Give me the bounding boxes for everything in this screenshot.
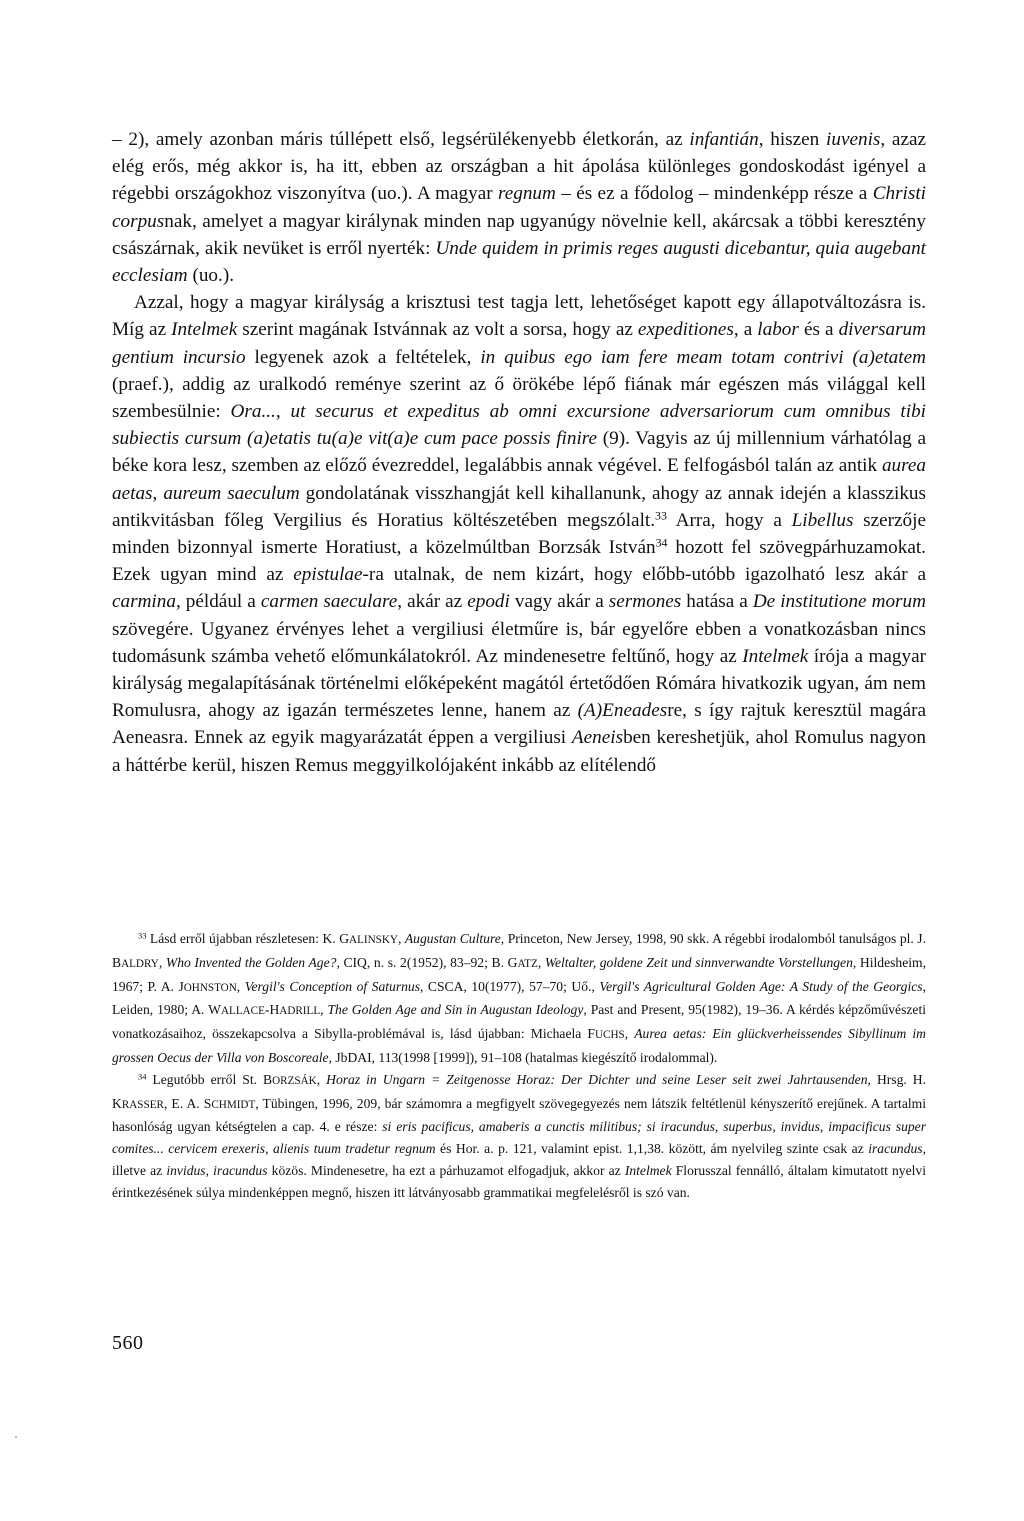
text-run: szerint magának Istvánnak az volt a sorsa, hogy az	[237, 319, 638, 341]
italic-text: iuvenis	[826, 129, 881, 150]
text-run: Lásd erről újabban részletesen: K. G	[146, 931, 350, 946]
italic-text: Aurea aetas: Ein glückverheissendes Sibyllinum im grossen Oecus der Villa von Boscoreale	[112, 1026, 927, 1065]
text-run: hatása a	[681, 591, 753, 613]
text-run: Florusszal fennálló, általam kimutatott nyelvi érintkezésének súlya mindenképpen megnő, hiszen itt látványosabb grammatikai megfelelésről is szó van.	[112, 1162, 926, 1200]
text-run: és a	[798, 319, 839, 341]
small-caps-text: ADRILL	[279, 1005, 321, 1018]
italic-text: Augustan Culture	[404, 931, 501, 946]
text-run: írója a magyar királyság megalapításának történelmi előképeként magától értetődően Rómára hivatkozik ugyan, ám nem Romulusra, ahogy az igazán természetes lenne, hanem az	[112, 645, 926, 722]
text-run: , Hildesheim, 1967; P. A. J	[112, 954, 926, 994]
page-number: 560	[112, 1332, 144, 1354]
text-run: ,	[236, 978, 245, 994]
italic-text: Ora..., ut securus et expeditus ab omni excursione adversariorum cum omnibus tibi subiectis cursum (a)etatis tu(a)e vit(a)e cum pace possis finire	[112, 401, 926, 450]
footnote-34	[112, 1069, 926, 1204]
italic-text: regnum	[497, 183, 556, 205]
text-run: nak, amelyet a magyar királynak minden nap ugyanúgy növelnie kell, akárcsak a többi keresztény császárnak, akik nevüket is erről nyerték:	[112, 210, 926, 259]
text-run: , Past and Present, 95(1982), 19–36. A kérdés képzőművészeti vonatkozásaihoz, összekapcsolva a Sibylla-problémával is, lásd újabban: Michaela F	[112, 1002, 926, 1042]
small-caps-text: OHNSTON	[183, 981, 237, 994]
paragraph	[112, 289, 926, 779]
italic-text: Intelmek	[742, 645, 809, 667]
footnote-33	[112, 928, 926, 1069]
text-run: szerzője minden bizonnyal ismerte Horatiust, a közelmúltban Borzsák István	[112, 509, 926, 559]
text-run: ben kereshetjük, ahol Romulus nagyon a háttérbe kerül, hiszen Remus meggyilkolójaként inkább az elítélendő	[112, 727, 926, 776]
text-run: re, s így rajtuk keresztül magára Aeneasra. Ennek az egyik magyarázatát éppen a vergiliusi	[112, 700, 927, 749]
italic-text: De institutione morum	[752, 591, 926, 613]
text-run: ,	[316, 1071, 327, 1087]
italic-text: labor	[757, 319, 799, 341]
italic-text: epistulae	[293, 564, 363, 586]
text-run: -ra utalnak, de nem kizárt, hogy előbb-utóbb igazolható lesz akár a	[362, 564, 926, 586]
italic-text: si eris pacificus, amaberis a cunctis militibus; si iracundus, superbus, invidus, impacificus super comites... cervicem erexeris, alienis tuum tradetur regnum	[112, 1119, 926, 1157]
italic-text: invidus, iracundus	[166, 1162, 268, 1178]
text-run: , JbDAI, 113(1998 [1999]), 91–108 (hatalmas kiegészítő irodalommal).	[328, 1049, 718, 1065]
page-body	[112, 126, 926, 779]
footnote-ref: 34	[655, 535, 668, 550]
text-run: , illetve az	[112, 1141, 926, 1178]
text-run: , a	[733, 319, 758, 341]
text-run: , például a	[175, 591, 261, 613]
text-run: , Tübingen, 1996, 209, bár számomra a megfigyelt szövegegyezés nem látszik feltétlenül kényszerítő erejűnek. A tartalmi hasonlóság ugyan kétségtelen a cap. 4. e része:	[112, 1095, 926, 1135]
text-run: (9). Vagyis az új millennium várhatólag a béke kora lesz, szemben az előző évezreddel, legalábbis annak végével. E felfogásból talán az antik	[112, 428, 926, 477]
text-run: (uo.).	[187, 265, 235, 287]
text-run: , CSCA, 10(1977), 57–70; Uő.,	[420, 978, 600, 994]
text-run: , akár az	[397, 591, 468, 613]
italic-text: in quibus ego iam fere meam totam contrivi (a)etatem	[480, 346, 926, 368]
text-run: , E. A. S	[163, 1095, 212, 1111]
text-run: ,	[537, 954, 545, 970]
italic-text: aureum saeculum	[163, 482, 300, 504]
italic-text: (A)Eneades	[577, 700, 668, 722]
small-caps-text: ALDRY	[121, 957, 159, 970]
small-caps-text: ALINSKY	[349, 934, 398, 946]
text-run: , hiszen	[758, 129, 827, 150]
italic-text: aurea aetas	[112, 455, 926, 504]
small-caps-text: ORZSÁK	[272, 1074, 317, 1087]
italic-text: epodi	[467, 591, 510, 613]
text-run: Legutóbb erről St. B	[146, 1071, 273, 1087]
italic-text: Aeneis	[571, 727, 624, 749]
footnotes	[112, 928, 926, 1204]
text-run: , azaz elég erős, még akkor is, ha itt, ebben az országban a hit ápolása különleges gondoskodást igényel a régebbi országokhoz viszonyítva (uo.). A magyar	[112, 129, 926, 205]
footnote-ref: 33	[138, 930, 147, 941]
small-caps-text: CHMIDT	[211, 1098, 256, 1111]
paragraph	[112, 126, 926, 289]
italic-text: The Golden Age and Sin in Augustan Ideology	[327, 1002, 584, 1018]
main-text	[112, 126, 926, 779]
text-run: , Leiden, 1980; A. W	[112, 978, 926, 1018]
text-run: ,	[158, 954, 166, 970]
italic-text: sermones	[608, 591, 682, 613]
text-run: – és ez a fődolog – mindenképp része a	[555, 183, 873, 205]
text-run: szövegére. Ugyanez érvényes lehet a vergiliusi életműre is, bár egyelőre ebben a vonatkozásban nincs tudomásunk számba vehető előmunkálatokról. Az mindenesetre feltűnő, hogy az	[112, 618, 926, 667]
text-run: vagy akár a	[509, 591, 609, 613]
italic-text: expeditiones	[637, 319, 734, 341]
text-run: ,	[624, 1026, 635, 1042]
italic-text: Christi corpus	[112, 183, 927, 232]
text-run: ,	[397, 931, 405, 946]
italic-text: Vergil's Conception of Saturnus	[244, 978, 420, 994]
footnote-ref: 33	[655, 508, 667, 523]
text-run: ,	[152, 482, 164, 504]
italic-text: Intelmek	[171, 319, 238, 341]
text-run: és Hor. a. p. 121, valamint epist. 1,1,38. között, ám nyelvileg szinte csak az	[435, 1141, 869, 1157]
italic-text: Horaz in Ungarn = Zeitgenosse Horaz: Der Dichter und seine Leser seit zwei Jahrtausenden	[326, 1071, 868, 1087]
italic-text: carmen saeculare	[260, 591, 398, 613]
text-run: Azzal, hogy a magyar királyság a krisztusi test tagja lett, lehetőséget kapott egy állapotváltozásra is. Míg az	[112, 292, 926, 341]
text-run: -H	[264, 1002, 280, 1018]
italic-text: Libellus	[791, 509, 854, 531]
text-run: legyenek azok a feltételek,	[245, 346, 481, 368]
italic-text: iracundus	[868, 1141, 923, 1157]
small-caps-text: UCHS	[594, 1029, 625, 1042]
small-caps-text: RASSER	[121, 1098, 164, 1111]
text-run: (praef.), addig az uralkodó reménye szerint az ő örökébe lépő fiának már egészen más világgal kell szembesülnie:	[112, 373, 926, 423]
text-run: hozott fel szövegpárhuzamokat. Ezek ugyan mind az	[112, 537, 926, 586]
text-run: ,	[320, 1002, 328, 1018]
italic-text: Intelmek	[624, 1162, 672, 1178]
italic-text: Unde quidem in primis reges augusti dicebantur, quia augebant ecclesiam	[112, 237, 926, 287]
text-run: , Hrsg. H. K	[112, 1071, 927, 1111]
text-run: , Princeton, New Jersey, 1998, 90 skk. A régebbi irodalomból tanulságos pl. J. B	[112, 931, 926, 970]
text-run: gondolatának visszhangját kell kihallanunk, ahogy az annak idején a klasszikus antikvitásban főleg Vergilius és Horatius költészetében megszólalt.	[112, 482, 926, 531]
footnote-ref: 34	[138, 1071, 147, 1082]
small-caps-text: ALLACE	[220, 1005, 265, 1018]
scan-speck	[15, 1436, 17, 1438]
italic-text: Weltalter, goldene Zeit und sinnverwandte Vorstellungen	[544, 954, 853, 970]
text-run: Arra, hogy a	[666, 509, 792, 531]
text-run: , CIQ, n. s. 2(1952), 83–92; B. G	[336, 954, 518, 970]
italic-text: Who Invented the Golden Age?	[165, 954, 337, 970]
small-caps-text: ATZ	[517, 957, 538, 970]
italic-text: carmina	[112, 591, 176, 613]
italic-text: diversarum gentium incursio	[112, 319, 926, 368]
italic-text: infantián	[689, 129, 759, 150]
italic-text: Vergil's Agricultural Golden Age: A Study of the Georgics	[599, 978, 923, 994]
text-run: közös. Mindenesetre, ha ezt a párhuzamot elfogadjuk, akkor az	[267, 1162, 625, 1178]
text-run: – 2), amely azonban máris túllépett első, legsérülékenyebb életkorán, az	[112, 129, 690, 150]
